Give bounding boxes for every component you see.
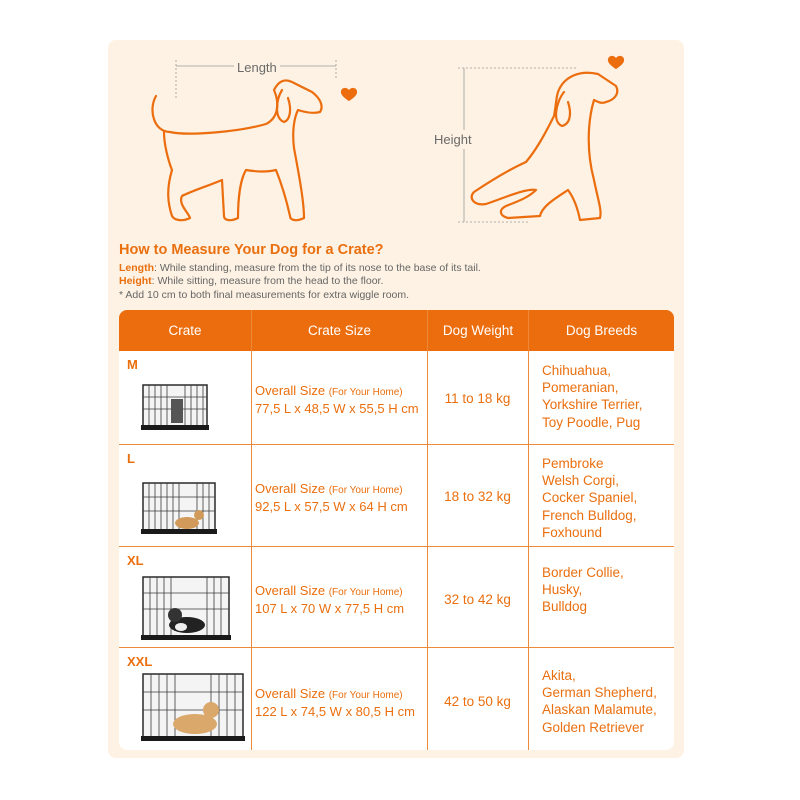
crate-size-tag: M — [127, 357, 138, 372]
breed-item: German Shepherd, — [542, 685, 657, 701]
overall-size-sub: (For Your Home) — [328, 387, 403, 398]
crate-size-cell — [255, 583, 433, 617]
breed-item: Bulldog — [542, 599, 588, 615]
dog-weight: 32 to 42 kg — [444, 592, 511, 607]
length-text: : While standing, measure from the tip of its nose to the base of its tail. — [154, 262, 481, 274]
breed-item: Pomeranian, — [542, 380, 619, 396]
crate-size-cell — [255, 481, 433, 515]
table-row — [119, 648, 674, 750]
wiggle-note: * Add 10 cm to both final measurements for extra wiggle room. — [119, 288, 410, 301]
crate-photo — [141, 573, 231, 643]
breed-item: Alaskan Malamute, — [542, 702, 657, 718]
crate-photo — [141, 479, 217, 537]
height-term: Height — [119, 275, 152, 288]
height-note — [119, 275, 481, 288]
overall-size-sub: (For Your Home) — [328, 690, 403, 701]
length-note — [119, 262, 481, 275]
overall-size-label: Overall Size — [255, 481, 326, 496]
dog-silhouette — [171, 399, 183, 423]
overall-size-label: Overall Size — [255, 583, 326, 598]
guide-notes — [119, 262, 481, 302]
standing-dog-icon — [152, 80, 321, 220]
dog-weight: 18 to 32 kg — [444, 489, 511, 504]
crate-dimensions: 122 L x 74,5 W x 80,5 H cm — [255, 704, 415, 719]
crate-size-tag: XL — [127, 553, 144, 568]
header-dog-breeds: Dog Breeds — [565, 323, 638, 338]
crate-size-cell — [255, 686, 433, 720]
dog-breeds — [542, 362, 674, 431]
crate-photo — [141, 670, 245, 746]
dog-breeds — [542, 564, 674, 616]
breed-item: Yorkshire Terrier, — [542, 397, 643, 413]
crate-size-table — [119, 310, 674, 750]
breed-item: Pembroke — [542, 456, 604, 471]
dog-weight: 42 to 50 kg — [444, 694, 511, 709]
crate-photo — [141, 381, 209, 431]
dog-breeds — [542, 455, 674, 541]
crate-dimensions: 77,5 L x 48,5 W x 55,5 H cm — [255, 401, 419, 416]
breed-item: Foxhound — [542, 524, 603, 540]
breed-item: Akita, — [542, 668, 576, 683]
dog-silhouette — [175, 517, 199, 529]
heart-icon — [608, 56, 624, 69]
breed-item: Border Collie, — [542, 565, 624, 580]
length-label: Length — [234, 60, 280, 75]
breed-item: Welsh Corgi, — [542, 473, 620, 489]
header-dog-weight: Dog Weight — [442, 323, 514, 338]
sitting-dog-icon — [472, 73, 618, 220]
overall-size-sub: (For Your Home) — [328, 485, 403, 496]
table-row — [119, 445, 674, 546]
breed-item: Chihuahua, — [542, 363, 612, 378]
dog-weight: 11 to 18 kg — [444, 391, 511, 406]
dog-outline-illustrations — [108, 40, 684, 240]
overall-size-sub: (For Your Home) — [328, 587, 403, 598]
dog-breeds — [542, 667, 674, 736]
crate-dimensions: 92,5 L x 57,5 W x 64 H cm — [255, 499, 408, 514]
height-label: Height — [434, 132, 472, 147]
table-row — [119, 351, 674, 444]
guide-heading: How to Measure Your Dog for a Crate? — [119, 242, 384, 258]
length-term: Length — [119, 262, 154, 274]
breed-item: Husky, — [542, 582, 583, 598]
header-crate-size: Crate Size — [307, 323, 372, 338]
breed-item: Cocker Spaniel, — [542, 490, 638, 506]
crate-size-tag: L — [127, 451, 135, 466]
heart-icon — [341, 88, 357, 101]
header-crate: Crate — [168, 323, 202, 338]
height-dimension-line — [458, 68, 578, 222]
table-row — [119, 547, 674, 647]
crate-size-tag: XXL — [127, 654, 153, 669]
overall-size-label: Overall Size — [255, 686, 326, 701]
height-text: : While sitting, measure from the head to the floor. — [151, 275, 384, 288]
measurement-illustrations — [108, 40, 684, 240]
overall-size-label: Overall Size — [255, 383, 326, 398]
breed-item: Toy Poodle, Pug — [542, 414, 641, 430]
crate-dimensions: 107 L x 70 W x 77,5 H cm — [255, 601, 405, 616]
breed-item: French Bulldog, — [542, 507, 637, 523]
crate-size-cell — [255, 383, 433, 417]
breed-item: Golden Retriever — [542, 719, 645, 735]
